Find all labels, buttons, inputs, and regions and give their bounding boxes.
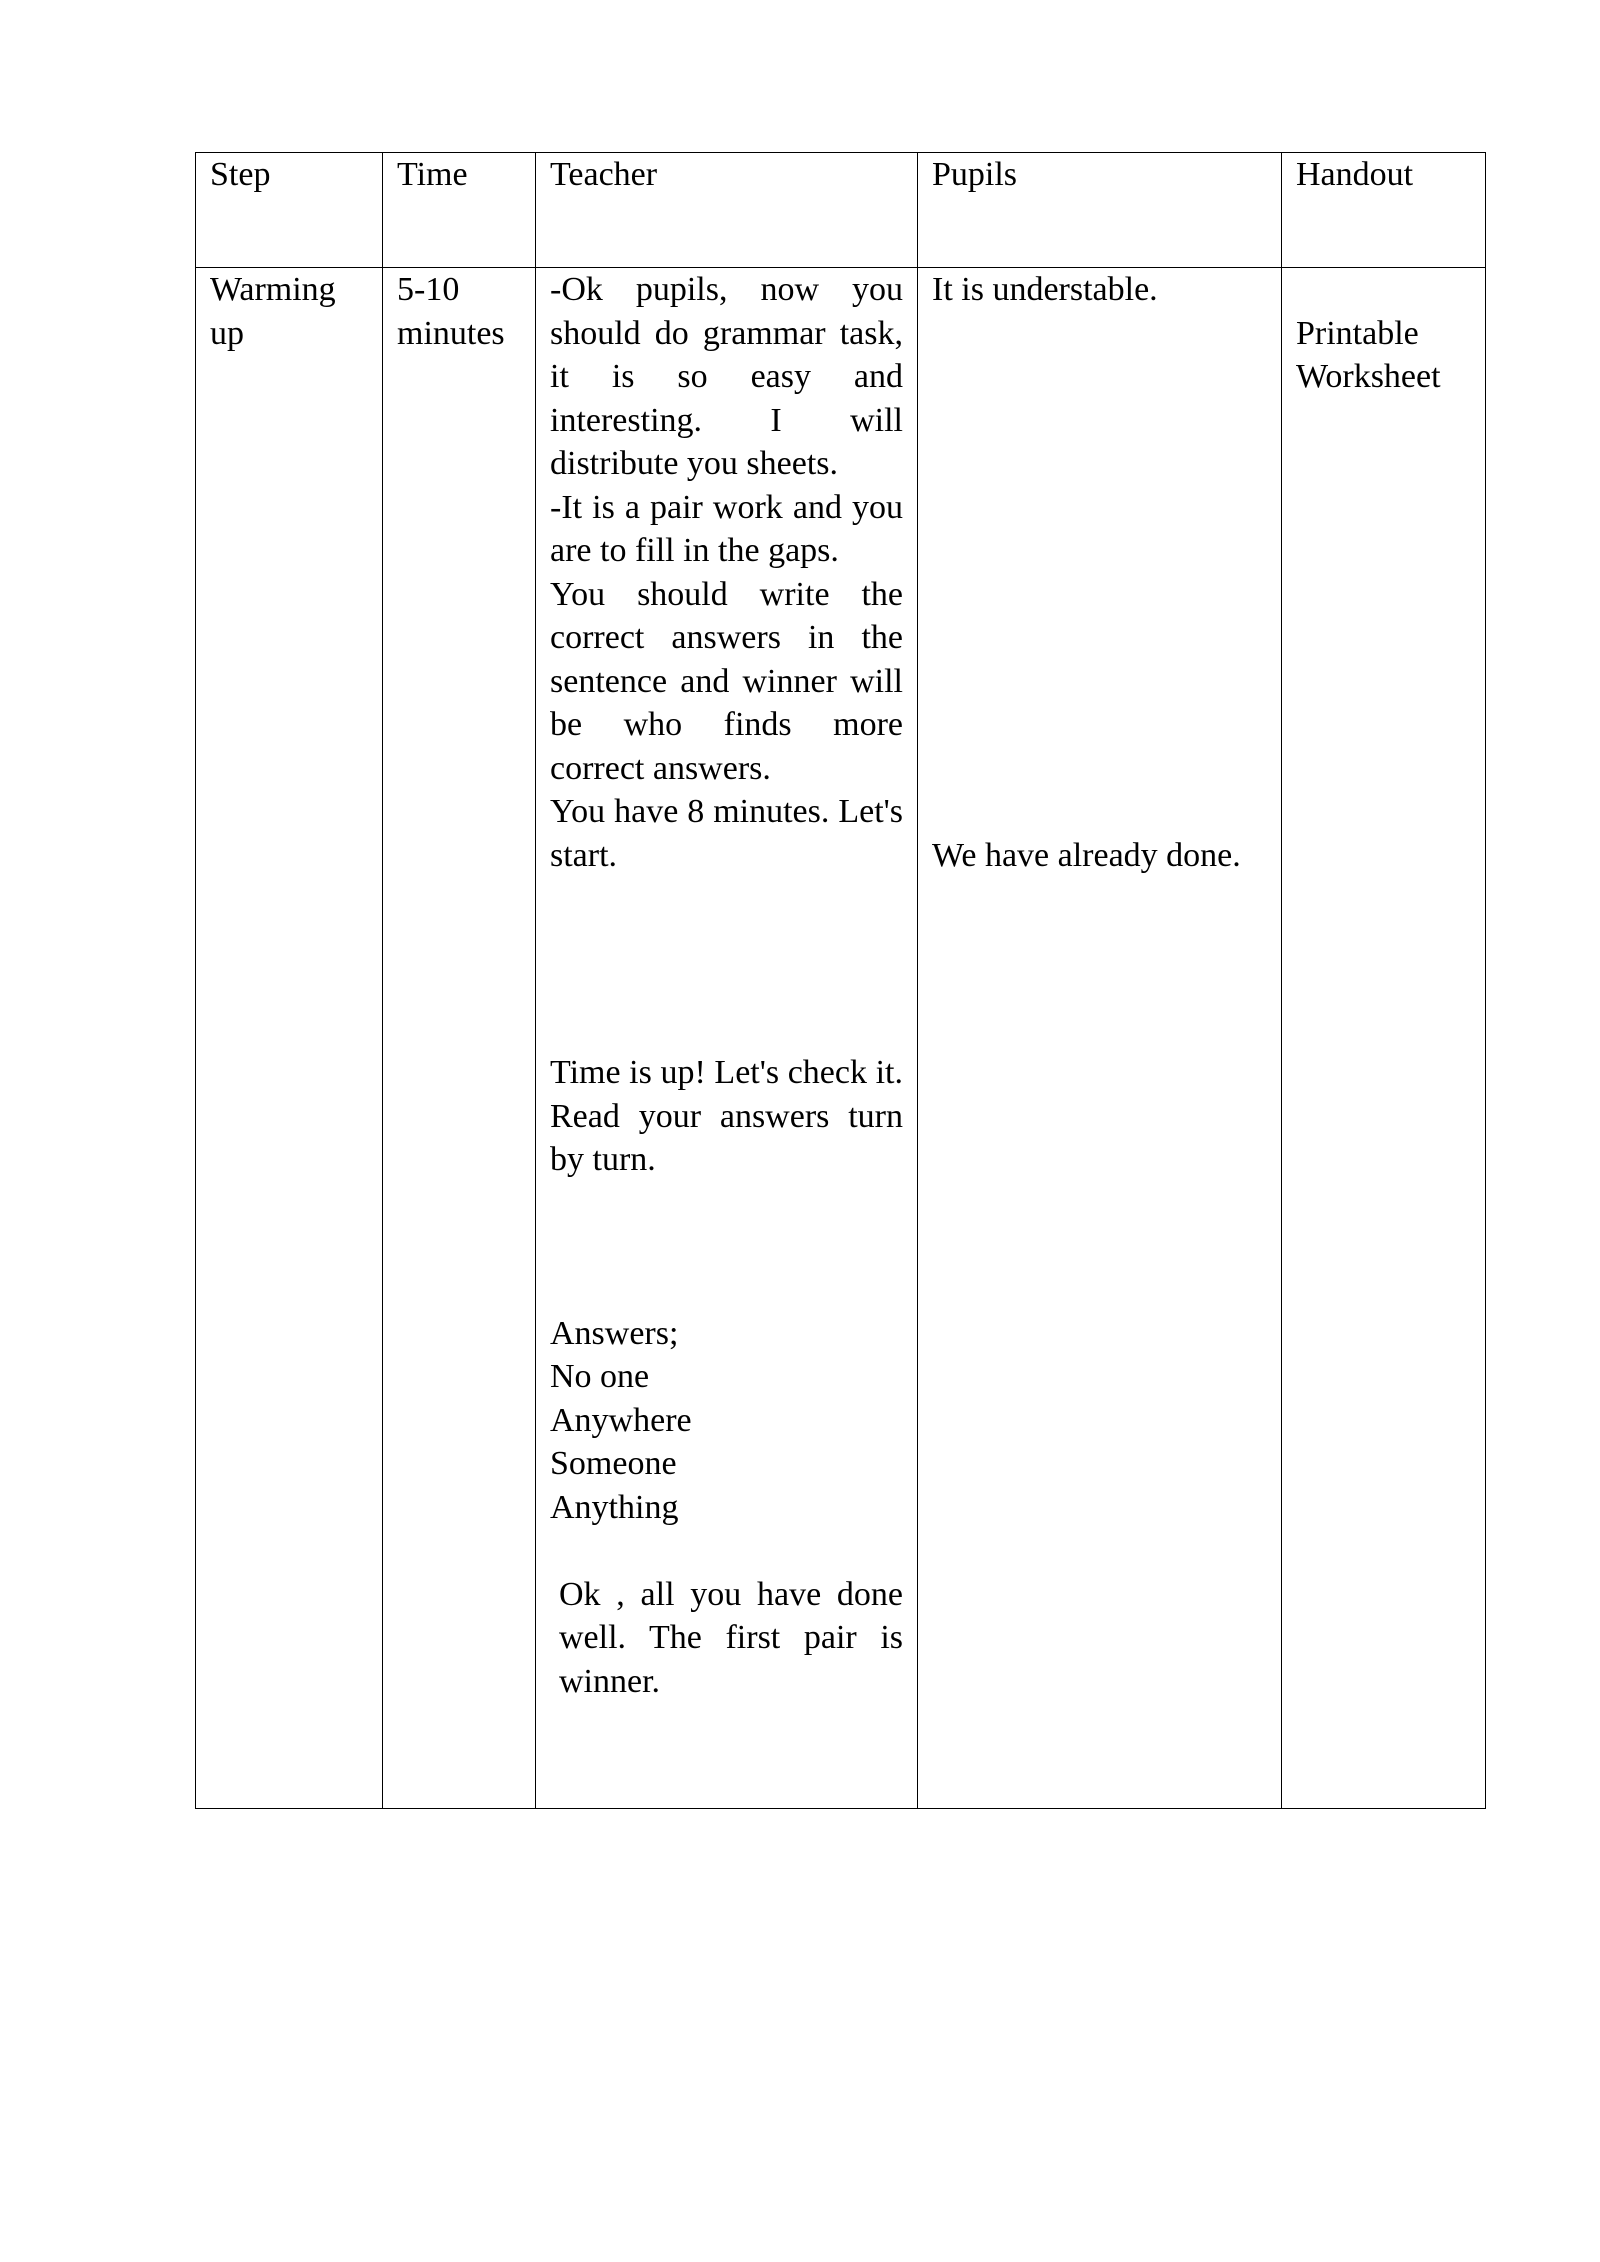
answer-item: Someone (550, 1445, 677, 1482)
teacher-paragraph-2: -It is a pair work and you are to fill in the gaps. (550, 488, 903, 569)
teacher-paragraph-5: Time is up! Let's check it. Read your answers turn by turn. (550, 1054, 903, 1178)
header-pupils: Pupils (918, 153, 1282, 268)
pupils-response-2: We have already done. (932, 836, 1241, 874)
header-time: Time (383, 153, 536, 268)
answer-item: No one (550, 1358, 650, 1395)
pupils-response-1: It is understable. (932, 271, 1158, 308)
answers-title: Answers; (550, 1314, 679, 1352)
header-teacher: Teacher (536, 153, 918, 268)
handout-text: Printable Worksheet (1296, 314, 1441, 395)
time-text: 5-10 minutes (397, 271, 505, 352)
header-step: Step (196, 153, 383, 268)
lesson-plan-table (195, 152, 1486, 1809)
teacher-paragraph-6: Ok , all you have done well. The first pair is winner. (559, 1575, 903, 1700)
header-handout: Handout (1282, 153, 1486, 268)
teacher-paragraph-3: You should write the correct answers in the sentence and winner will be who finds more correct answers. (550, 575, 903, 787)
answer-item: Anything (550, 1488, 679, 1526)
answer-item: Anywhere (550, 1401, 692, 1439)
table-header-row (196, 153, 1486, 268)
cell-time (383, 268, 536, 1809)
cell-pupils (918, 268, 1282, 1809)
cell-handout (1282, 268, 1486, 1809)
cell-step (196, 268, 383, 1809)
cell-teacher (536, 268, 918, 1809)
step-text: Warming up (210, 271, 336, 352)
teacher-paragraph-1: -Ok pupils, now you should do grammar task, it is so easy and interesting. I will distribute you sheets. (550, 271, 903, 482)
teacher-paragraph-4: You have 8 minutes. Let's start. (550, 793, 903, 874)
table-row (196, 268, 1486, 1809)
